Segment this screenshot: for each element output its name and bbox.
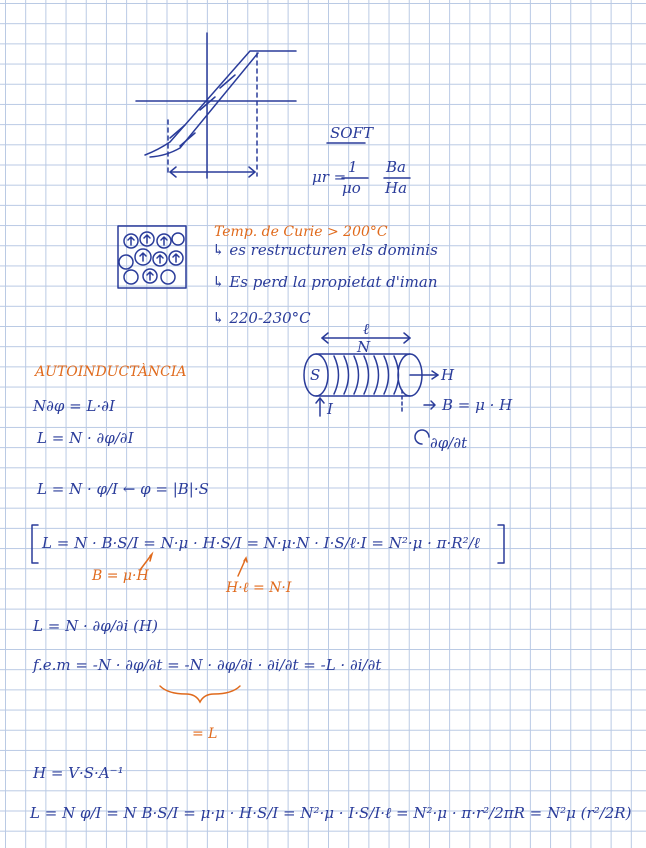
solenoid-n: N [357,338,371,356]
solenoid-l: ℓ [363,320,370,338]
eq-3: L = N · φ/I ← φ = |B|·S [37,480,209,498]
curie-temp: Temp. de Curie > 200°C [214,224,388,240]
eq-6-note: = L [192,726,218,742]
solenoid-i: I [327,400,333,418]
eq-4-note-h: H·ℓ = N·I [226,580,292,596]
hysteresis-sketch [136,33,296,178]
mu-r-den1: μo [342,179,361,197]
solenoid-h: H [441,366,455,384]
solenoid-s: S [310,366,321,384]
domain-line1: ↳ es restructuren els dominis [212,241,438,259]
eq-7: H = V·S·A⁻¹ [33,764,124,782]
eq-1: N∂φ = L·∂I [33,397,115,415]
eq-8: L = N φ/I = N B·S/I = μ·μ · H·S/I = N²·μ · I·S/I·ℓ = N²·μ · π·r²/2πR = N²μ (r²/2R) [30,804,632,822]
eq-2: L = N · ∂φ/∂I [37,429,134,447]
bracket-left [32,525,38,563]
curve-lower [150,53,258,157]
eq-4: L = N · B·S/I = N·μ · H·S/I = N·μ·N · I·S/ℓ·I = N²·μ · π·R²/ℓ [42,534,480,552]
domain-line2: ↳ Es perd la propietat d'iman [212,273,438,291]
eq-5: L = N · ∂φ/∂i (H) [33,617,158,635]
solenoid-drawing [304,320,455,418]
b-mu-h: B = μ · H [442,396,513,414]
mu-r-num1: 1 [348,158,358,176]
soft-label: SOFT [330,124,373,142]
dphi-dt: ∂φ/∂t [430,434,468,452]
eq-6: f.e.m = -N · ∂φ/∂t = -N · ∂φ/∂i · ∂i/∂t = -L · ∂i/∂t [33,656,382,674]
domain-box [118,226,186,288]
domain-line3: ↳ 220-230°C [212,309,311,327]
underbrace [160,686,240,702]
eq-4-note-b: B = μ·H [92,568,149,584]
mu-r-num2: Ba [386,158,406,176]
mu-r-prefix: μr = [312,168,347,186]
section-title: AUTOINDUCTÀNCIA [35,364,187,380]
mu-r-den2: Ha [385,179,408,197]
bracket-right [498,525,504,563]
